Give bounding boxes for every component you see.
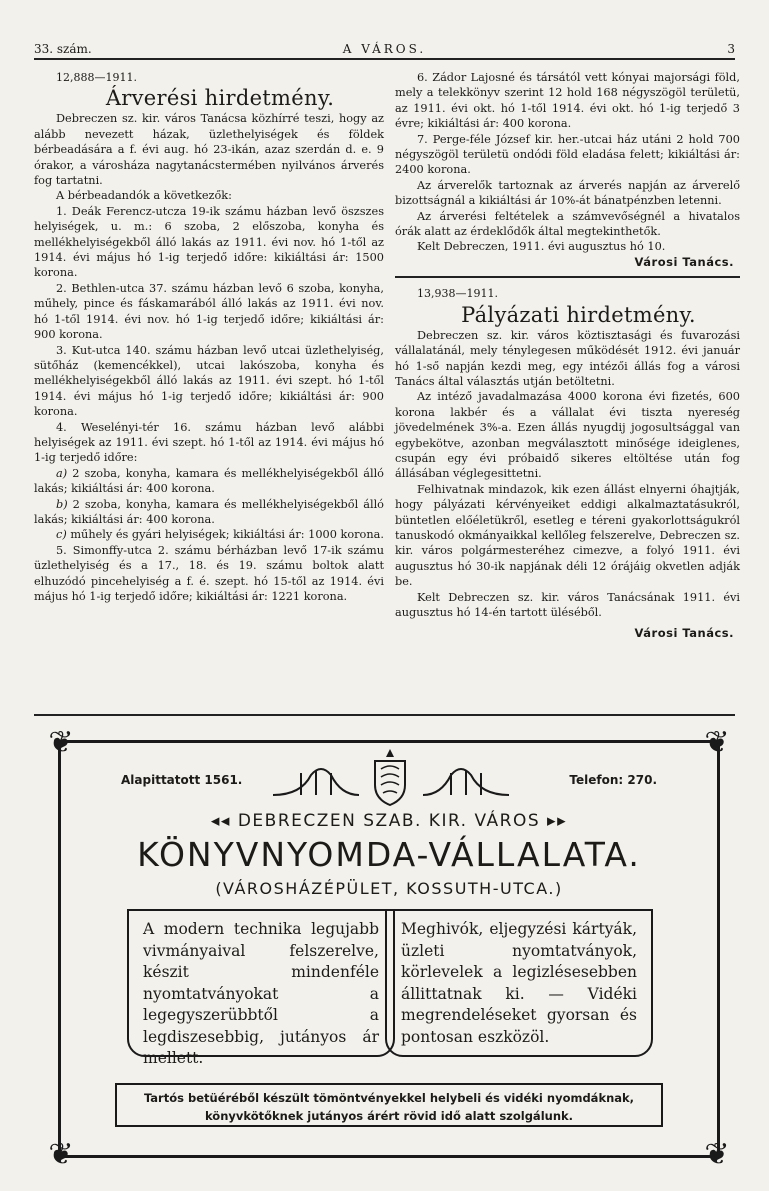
auction-title: Árverési hirdetmény.	[105, 86, 335, 111]
ad-heading-city: ◂◂ DEBRECZEN SZAB. KIR. VÁROS ▸▸	[210, 811, 568, 831]
auction-note-deposit: Az árverelők tartoznak az árverés napján az árverelő bizottságnál a kikiáltási ár 10%-át bánatpénzben letenni.	[395, 178, 740, 208]
tender-reference: 13,938—1911.	[417, 287, 498, 301]
auction-item-3: 3. Kut-utca 140. számu házban levő utcai üzlethelyiség, sütőház (kemencékkel), utcai lakószoba, konyha és mellékhelyiségekből álló lakás az 1911. évi szept. hó 1-től 1914. évi május hó 1-ig terjedő időre; kikiáltási ár: 900 korona.	[34, 343, 384, 419]
phone-text: Telefon: 270.	[569, 773, 657, 787]
page-number: 3	[727, 42, 735, 56]
left-column	[34, 70, 384, 604]
journal-title: A VÁROS.	[342, 42, 427, 56]
corner-ornament-icon: ❦	[704, 1137, 730, 1172]
section-divider	[395, 276, 740, 278]
auction-item-7: 7. Perge-féle József kir. her.-utcai ház utáni 2 hold 700 négyszögöl területü ondódi föld eladása felett; kikiáltási ár: 2400 korona.	[395, 132, 740, 177]
auction-item-4a	[34, 466, 384, 497]
auction-item-4: 4. Weselényi-tér 16. számu házban levő alábbi helyiségek az 1911. évi szept. hó 1-től az 1914. évi május hó 1-ig terjedő időre:	[34, 420, 384, 465]
tender-signature: Városi Tanács.	[634, 626, 734, 641]
auction-item-4b	[34, 497, 384, 528]
city-coat-of-arms-icon	[367, 747, 413, 807]
auction-intro: Debreczen sz. kir. város Tanácsa közhírré teszi, hogy az alább nevezett házak, üzlethelyiségek és földek bérbeadására a f. évi aug. hó 23-ikán, azaz szerdán d. e. 9 órakor, a városháza nagytanácstermében nyilvános árverés fog tartatni.	[34, 112, 384, 188]
tender-paragraph-3: Felhivatnak mindazok, kik ezen állást elnyerni óhajtják, hogy pályázati kérvényeiket eddigi alkalmaztatásukról, büntetlen előéletükről, esetleg e téreni gyakorlottságukról tanuskodó okmányaikkal kellőleg felszerelve, Debreczen sz. kir. város polgármesteréhez cimezve, a folyó 1911. évi augusztus hó 30-ik napjának déli 12 órájáig okvetlen adják be.	[395, 482, 740, 589]
item-4a-label: a)	[56, 466, 68, 480]
issue-number: 33. szám.	[34, 42, 92, 56]
ad-bottom-banner: Tartós betüéréből készült tömöntvényekkel helybeli és vidéki nyomdáknak, könyvkötőknek jutányos árért rövid idő alatt szolgálunk.	[115, 1083, 663, 1127]
corner-ornament-icon: ❦	[704, 725, 730, 760]
corner-ornament-icon: ❦	[48, 725, 74, 760]
auction-dated: Kelt Debreczen, 1911. évi augusztus hó 10.	[417, 240, 666, 254]
ad-left-panel: A modern technika legujabb vivmányaival felszerelve, készit mindenféle nyomtatványokat a legegyszerübbtől a legdiszesebbig, jutányos ár mellett.	[127, 909, 395, 1057]
tender-dated: Kelt Debreczen sz. kir. város Tanácsának 1911. évi augusztus hó 14-én tartott üléséből.	[395, 590, 740, 619]
item-4b-label: b)	[56, 497, 68, 511]
item-4c-text: műhely és gyári helyiségek; kikiáltási ár: 1000 korona.	[66, 528, 384, 542]
art-nouveau-ornament-icon	[271, 765, 361, 801]
corner-ornament-icon: ❦	[48, 1137, 74, 1172]
item-4c-label: c)	[56, 528, 67, 542]
auction-item-6: 6. Zádor Lajosné és társától vett kónyai majorsági föld, mely a telekkönyv szerint 12 hold 168 négyszögöl területü, az 1911. évi okt. hó 1-től 1914. évi okt. hó 1-ig terjedő 3 évre; kikiáltási ár: 400 korona.	[395, 71, 740, 131]
auction-signature: Városi Tanács.	[634, 254, 734, 269]
page-header	[34, 38, 735, 60]
art-nouveau-ornament-icon	[421, 765, 511, 801]
auction-note-conditions: Az árverési feltételek a számvevőségnél a hivatalos órák alatt az érdeklődők által megtekinthetők.	[395, 209, 740, 239]
auction-lead: A bérbeadandók a következők:	[56, 189, 232, 203]
auction-item-4c	[34, 527, 384, 542]
ad-heading-address: (VÁROSHÁZÉPÜLET, KOSSUTH-UTCA.)	[215, 879, 563, 898]
auction-item-2: 2. Bethlen-utca 37. számu házban levő 6 szoba, konyha, műhely, pince és fáskamarából álló lakás az 1911. évi nov. hó 1-től 1914. évi nov. hó 1-ig terjedő időre; kikiáltási ár: 900 korona.	[34, 281, 384, 342]
auction-item-1: 1. Deák Ferencz-utcza 19-ik számu házban levő öszszes helyiségek, u. m.: 6 szoba, 2 előszoba, konyha és mellékhelyiségekből álló lakás az 1911. évi nov. hó 1-től az 1914. évi május hó 1-ig terjedő időre: kikiáltási ár: 1500 korona.	[34, 204, 384, 280]
ad-right-panel: Meghivók, eljegyzési kártyák, üzleti nyomtatványok, körlevelek a legizlésesebben állittatnak ki. — Vidéki megrendeléseket gyorsan és pontosan eszközöl.	[385, 909, 653, 1057]
printing-house-advertisement	[48, 725, 730, 1172]
right-column	[395, 70, 740, 642]
auction-reference: 12,888—1911.	[56, 71, 137, 84]
tender-paragraph-1: Debreczen sz. kir. város köztisztasági és fuvarozási vállalatánál, mely ténylegesen működését 1912. évi január hó 1-ső napján kezdi meg, egy intézői állás fog a városi Tanács által választás utján betöltetni.	[395, 328, 740, 388]
item-4a-text: 2 szoba, konyha, kamara és mellékhelyiségekből álló lakás; kikiáltási ár: 400 korona.	[34, 466, 384, 496]
item-4b-text: 2 szoba, konyha, kamara és mellékhelyiségekből álló lakás; kikiáltási ár: 400 korona.	[34, 497, 384, 526]
ad-separator-rule	[34, 714, 735, 716]
tender-title: Pályázati hirdetmény.	[461, 302, 696, 327]
auction-item-5: 5. Simonffy-utca 2. számu bérházban levő 17-ik számu üzlethelyiség és a 17., 18. és 19. számu boltok alatt elhuzódó pincehelyiség a f. é. szept. hó 15-től az 1914. évi május hó 1-ig terjedő időre; kikiáltási ár: 1221 korona.	[34, 543, 384, 603]
ad-heading-company: KÖNYVNYOMDA-VÁLLALATA.	[137, 835, 641, 874]
tender-paragraph-2: Az intéző javadalmazása 4000 korona évi fizetés, 600 korona lakbér és a vállalat évi tiszta nyereség jövedelmének 3%-a. Ezen állás nyugdij jogosultsággal van egybekötve, azonban megválasztott minősége ideiglenes, csupán egy évi próbaidő sikeres eltöltése után fog állásában véglegesittetni.	[395, 390, 740, 481]
founded-text: Alapittatott 1561.	[121, 773, 243, 787]
